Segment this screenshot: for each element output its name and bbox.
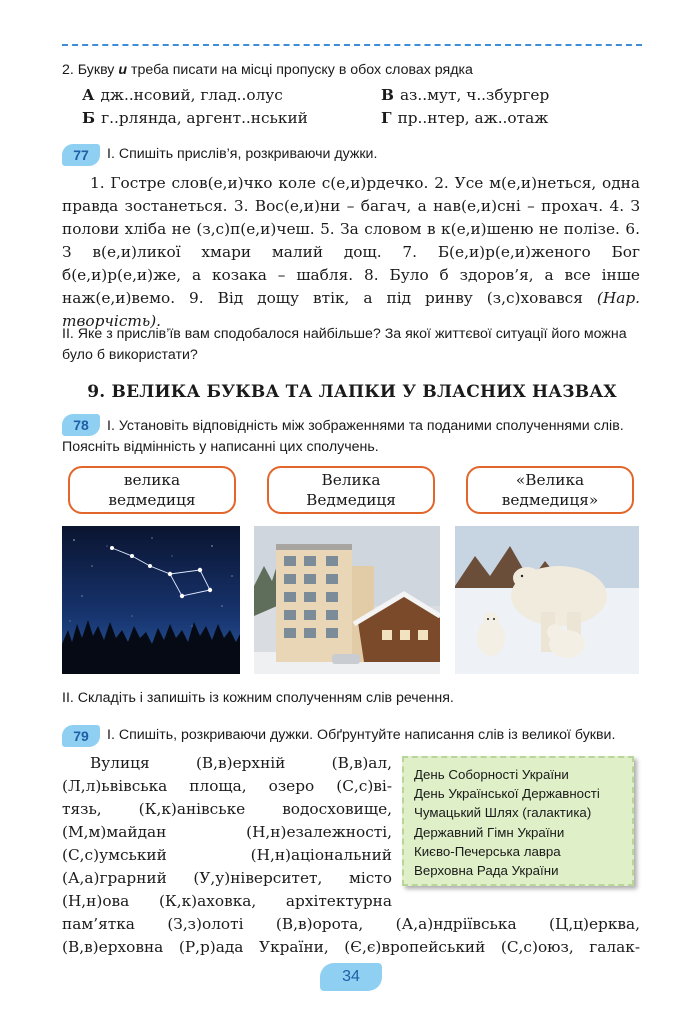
exercise-79-task1: I. Спишіть, розкриваючи дужки. Обґрунтуйте написання слів із великої букви. <box>107 727 616 743</box>
label-box-1: велика ведмедиця <box>68 466 236 514</box>
page-number: 34 <box>320 963 382 991</box>
exercise-79-line-8: пам’ятка (З,з)олоті (В,в)орота, (А,а)ндріївська (Ц,ц)ерква, <box>62 915 640 933</box>
night-sky-image <box>62 526 240 674</box>
q2-option-b: Б г..рлянда, аргент..нський <box>82 109 308 127</box>
q2-text-post: треба писати на місці пропуску в обох словах рядка <box>127 62 473 78</box>
reference-note <box>402 756 634 886</box>
note-item: День Соборності України <box>414 767 569 782</box>
exercise-78-badge: 78 <box>62 414 100 436</box>
note-item: Києво-Печерська лавра <box>414 843 561 859</box>
note-item: Чумацький Шлях (галактика) <box>414 805 592 821</box>
label-box-2: Велика Ведмедиця <box>267 466 435 514</box>
exercise-77-proverbs: 1. Гостре слов(е,и)чко коле с(е,и)рдечко. 2. Усе м(е,и)неться, одна правда зостанеться. 3. Вос(е,и)ни – багач, а нав(е,и)сні – прохач. 4. З полови хліба не (з,с)п(е,и)чеш. 5. За словом в к(е,и)шеню не полізе. 6. З в(е,и)ликої хмари малий дощ. 7. Б(е,и)р(е,и)женого Бог б(е,и)р(е,и)же, а козака – шабля. 8. Було б здоров’я, а все інше наж(е,и)вемо. 9. Від дощу втік, а під ринву (з,с)ховався (Нар. творчість). <box>62 174 640 330</box>
proverbs-source: (Нар. творчість). <box>62 289 640 330</box>
exercise-78-task1: I. Установіть відповідність між зображеннями та поданими сполученнями слів. Поясніть відмінність у написанні цих сполучень. <box>62 418 624 455</box>
q2-option-v: В аз..мут, ч..збургер <box>381 86 550 104</box>
exercise-77-task2: II. Яке з прислів’їв вам сподобалося найбільше? За якої життєвої ситуації його можна було б використати? <box>62 326 627 363</box>
exercise-79-badge: 79 <box>62 725 100 747</box>
note-item: День Української Державності <box>414 786 600 802</box>
note-item: Верховна Рада України <box>414 863 559 879</box>
exercise-79-line-9: (В,в)ерховна (Р,р)ада України, (Є,є)вропейський (С,с)оюз, галак- <box>62 938 640 956</box>
q2-text-pre: 2. Букву <box>62 62 119 78</box>
note-item: Державний Гімн України <box>414 824 565 840</box>
question-2 <box>62 60 642 81</box>
polar-bears-image <box>455 526 639 674</box>
q2-letter: и <box>118 62 128 78</box>
q2-option-a: А дж..нсовий, глад..олус <box>82 86 283 104</box>
top-dashed-rule <box>62 44 642 46</box>
exercise-77-badge: 77 <box>62 144 100 166</box>
exercise-77-task1: I. Спишіть прислів’я, розкриваючи дужки. <box>107 146 378 162</box>
section-title: 9. ВЕЛИКА БУКВА ТА ЛАПКИ У ВЛАСНИХ НАЗВАХ <box>87 382 617 402</box>
q2-option-h: Г пр..нтер, аж..отаж <box>381 109 549 127</box>
exercise-78-task2: II. Складіть і запишіть із кожним сполученням слів речення. <box>62 690 454 706</box>
exercise-79-text: Вулиця (В,в)ерхній (В,в)ал, (Л,л)ьвівська площа, озеро (С,с)ві- тязь, (К,к)анівське водосховище, (М,м)майдан (Н,н)езалежності, (С,с)умський (Н,н)аціональний (А,а)грарний (У,у)ніверситет, місто (Н,н)ова (К,к)аховка, архітектурна <box>62 754 392 910</box>
hotel-image <box>254 526 440 674</box>
label-box-3: «Велика ведмедиця» <box>466 466 634 514</box>
